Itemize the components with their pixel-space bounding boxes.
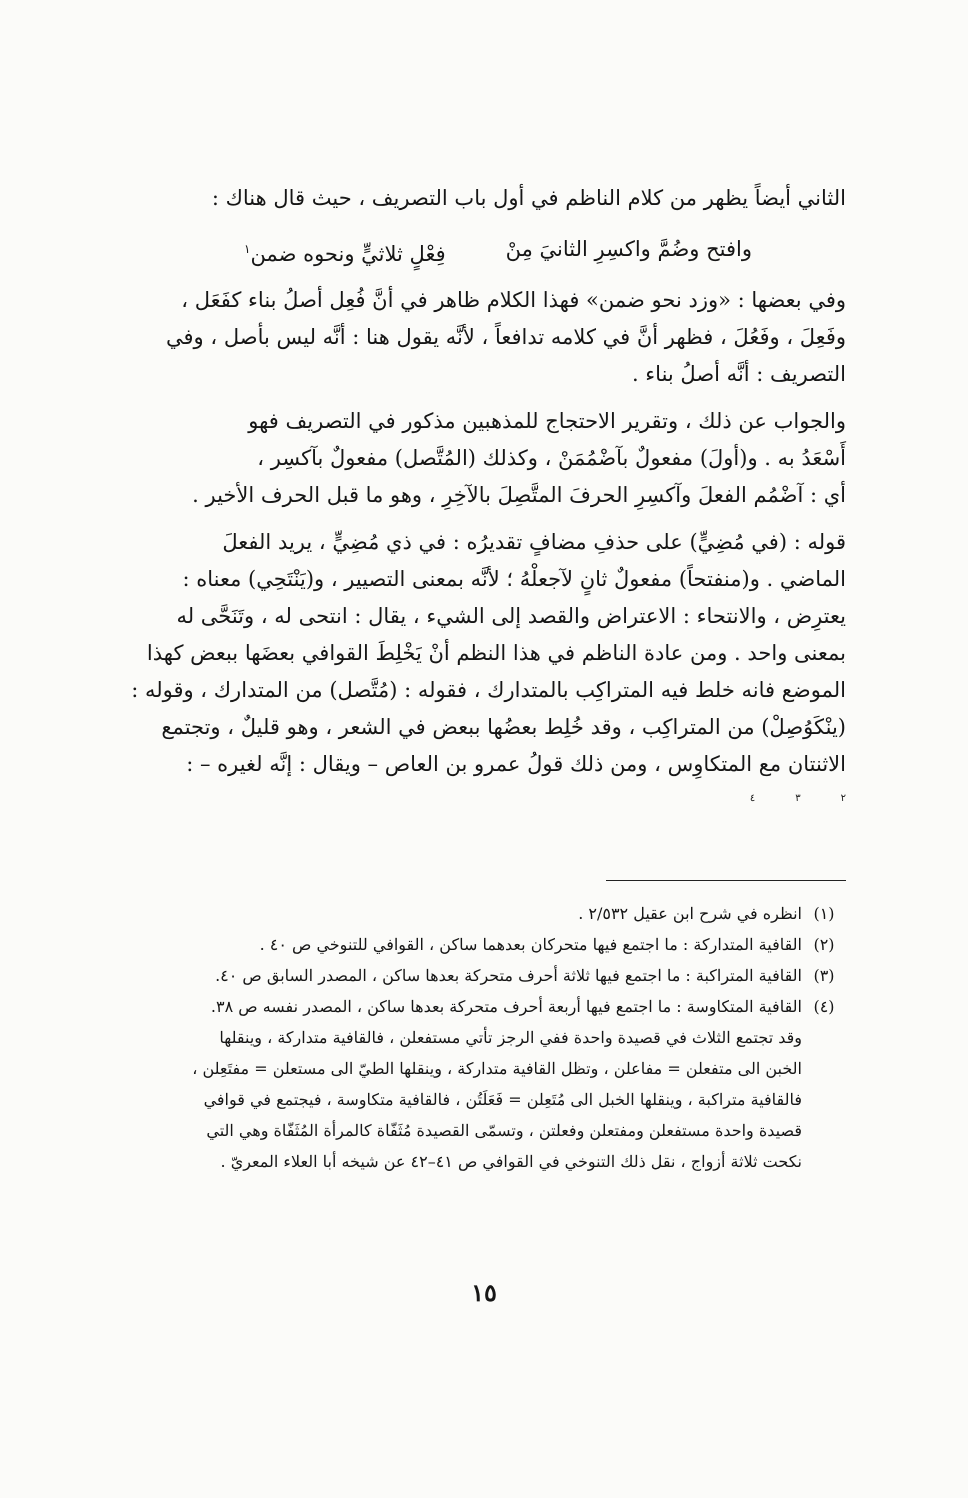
text-line: الماضي . و(منفتحاً) مفعولٌ ثانٍ لآجعلْهُ ؛ لأنَّه بمعنى التصيير ، و(يَنْتَحِي) معناه : xyxy=(182,567,846,591)
text-line: يعترِض ، والانتحاء : الاعتراض والقصد إلى الشيء ، يقال : انتحى له ، وتَنَحَّى له xyxy=(176,604,846,628)
footnote-text: القافية المتداركة : ما اجتمع فيها متحركان بعدهما ساكن ، القوافي للتنوخي ص ٤٠ . xyxy=(259,935,802,954)
footnote-ref-2[interactable]: ٢ xyxy=(840,793,846,804)
text-line: قوله : (في مُضِيٍّ) على حذفِ مضافٍ تقديرُه : في ذي مُضِيٍّ ، يريد الفعلَ xyxy=(222,530,846,554)
footnote-2 xyxy=(130,929,846,960)
footnote-4 xyxy=(130,991,846,1022)
footnote-4-continuation: الخبن الى متفعلن = مفاعلن ، وتظل القافية متداركة ، وينقلها الطيّ الى مستعلن = مفتَعِلن ، xyxy=(192,1059,802,1078)
paragraph-4 xyxy=(130,524,846,783)
footnote-text: انظره في شرح ابن عقيل ٢/٥٣٢ . xyxy=(578,904,802,923)
footnote-4-continuation: نكحت ثلاثة أزواج ، نقل ذلك التنوخي في القوافي ص ٤١–٤٢ عن شيخه أبا العلاء المعريّ . xyxy=(220,1152,802,1171)
footnotes xyxy=(130,898,846,1177)
verse-right-hemistich: وافتح وضُمَّ واكسِرِ الثانيَ مِنْ xyxy=(505,237,753,261)
text-line: وفي بعضها : «وزد نحو ضمن» فهذا الكلام ظاهر في أنَّ فُعِل أصلُ بناء كفَعَل ، xyxy=(181,288,846,312)
footnote-number: (٤) xyxy=(813,997,835,1016)
paragraph-2 xyxy=(130,282,846,393)
footnote-3 xyxy=(130,960,846,991)
paragraph-1 xyxy=(130,180,846,217)
footnote-text: القافية المتراكبة : ما اجتمع فيها ثلاثة أحرف متحركة بعدها ساكن ، المصدر السابق ص ٤٠. xyxy=(215,966,802,985)
footnote-ref-marks xyxy=(130,793,846,805)
text-line: التصريف : أنَّه أصلُ بناء . xyxy=(631,362,846,386)
text-line: الاثنتان مع المتكاوِس ، ومن ذلك قولُ عمرو بن العاص – ويقال : إنَّه لغيره – : xyxy=(186,752,846,776)
paragraph-3 xyxy=(130,403,846,514)
footnote-4-continuation: قصيدة واحدة مستفعلن ومفتعلن وفعلتن ، وتسمّى القصيدة مُثَفّاة كالمرأة المُثَفّاة وهي التي xyxy=(206,1121,802,1140)
text-line: الموضع فانه خلط فيه المتراكِب بالمتدارك ، فقوله : (مُتَّصل) من المتدارك ، وقوله : xyxy=(131,678,846,702)
text-line: الثاني أيضاً يظهر من كلام الناظم في أول باب التصريف ، حيث قال هناك : xyxy=(211,186,846,210)
footnote-4-continuation: فالقافية متراكبة ، وينقلها الخبل الى مُتَعِلن = فَعَلَتُن ، فالقافية متكاوسة ، فيجتمع في قوافي xyxy=(203,1090,802,1109)
text-line: والجواب عن ذلك ، وتقرير الاحتجاج للمذهبين مذكور في التصريف فهو xyxy=(248,409,846,433)
text-line: (ينْكَوُصِلْ) من المتراكِب ، وقد خُلِط بعضُها ببعض في الشعر ، وهو قليلٌ ، وتجتمع xyxy=(161,715,846,739)
verse-left-hemistich: فِعْلٍ ثلاثيٍّ ونحوه ضمن$^١$ xyxy=(243,242,446,266)
footnote-number: (١) xyxy=(813,904,835,923)
text-line: بمعنى واحد . ومن عادة الناظم في هذا النظم أنْ يَخْلِطَ القوافي بعضَها ببعض كهذا xyxy=(146,641,846,665)
footnote-number: (٢) xyxy=(813,935,835,954)
text-line: أي : آضْمُم الفعلَ وآكسِرِ الحرفَ المتَّصِلَ بالآخِرِ ، وهو ما قبل الحرف الأخير . xyxy=(192,483,846,507)
footnote-ref-1[interactable]: ١ xyxy=(243,242,251,256)
footnote-4-continuation: وقد تجتمع الثلاث في قصيدة واحدة ففي الرجز تأتي مستفعلن ، فالقافية متداركة ، وينقلها xyxy=(219,1028,802,1047)
text-line: أَسْعَدُ به . و(أولَ) مفعولٌ بآضْمُمَنْ ، وكذلك (المُتَّصل) مفعولٌ بآكسِر ، xyxy=(257,446,846,470)
footnote-text: القافية المتكاوسة : ما اجتمع فيها أربعة أحرف متحركة بعدها ساكن ، المصدر نفسه ص ٣٨. xyxy=(210,997,802,1016)
page-number: ١٥ xyxy=(471,1278,497,1307)
footnote-ref-4[interactable]: ٤ xyxy=(749,793,756,804)
footnote-number: (٣) xyxy=(813,966,835,985)
verse xyxy=(130,227,846,276)
text-line: وفَعِلَ ، وفَعُلَ ، فظهر أنَّ في كلامه تدافعاً ، لأنَّه يقول هنا : أنَّه ليس بأصل ، وفي xyxy=(166,325,846,349)
footnote-1 xyxy=(130,898,846,929)
page-body xyxy=(130,180,846,1171)
footnote-divider xyxy=(606,880,846,881)
footnote-ref-3[interactable]: ٣ xyxy=(795,793,801,804)
